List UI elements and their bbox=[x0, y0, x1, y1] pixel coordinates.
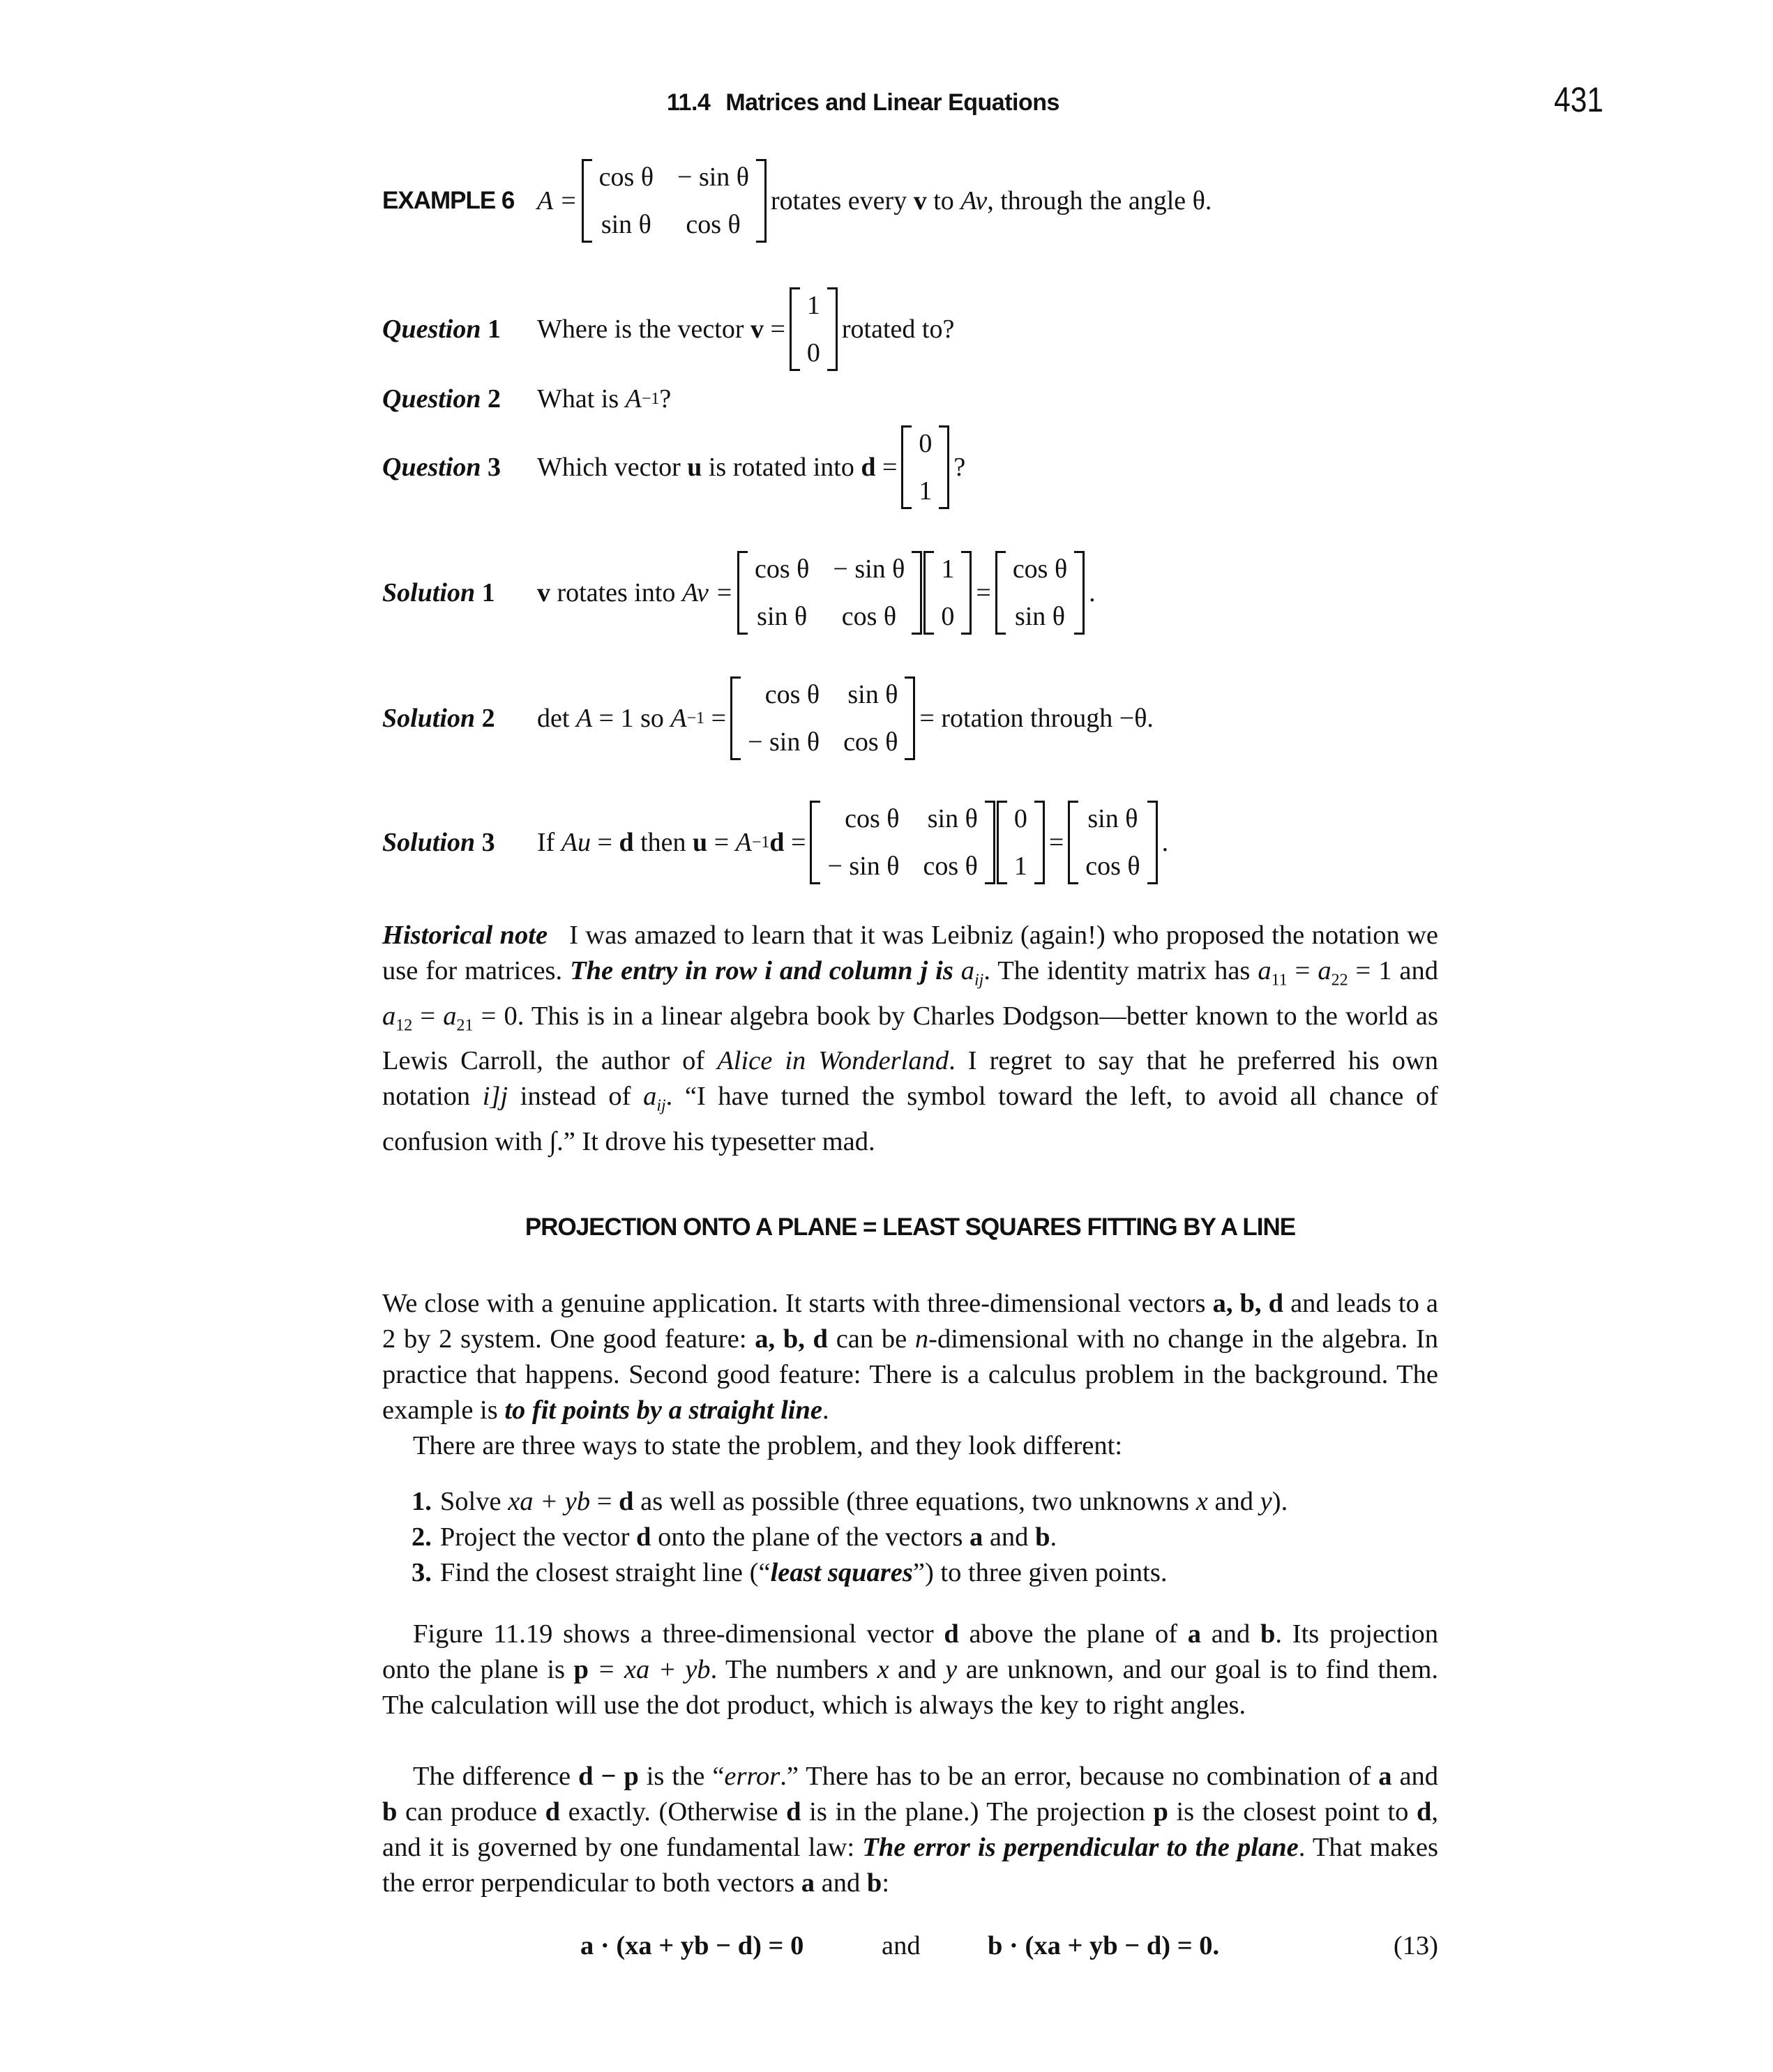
matrix-cell: cos θ bbox=[686, 210, 741, 239]
vector-name: v bbox=[750, 315, 764, 344]
vector-entry: cos θ bbox=[1085, 852, 1140, 881]
vector-entry: 0 bbox=[806, 338, 820, 368]
example-lhs: A = bbox=[537, 186, 578, 215]
matrix-cell: − sin θ bbox=[827, 852, 900, 881]
list-item: 2. Project the vector d onto the plane of the vectors a and b. bbox=[412, 1522, 1057, 1552]
list-item: 1. Solve xa + yb = d as well as possible (three equations, two unknowns x and y). bbox=[412, 1487, 1288, 1516]
rotation-matrix bbox=[737, 551, 922, 635]
example-label: EXAMPLE 6 bbox=[382, 187, 515, 214]
matrix-cell: − sin θ bbox=[833, 554, 905, 584]
inverse-matrix bbox=[730, 676, 915, 760]
vector-entry: sin θ bbox=[1014, 602, 1066, 631]
vector-entry: 1 bbox=[941, 554, 955, 584]
question-label: Question 1 bbox=[382, 315, 501, 344]
equation-number: (13) bbox=[1393, 1931, 1438, 1960]
matrix-cell: sin θ bbox=[601, 210, 651, 239]
vector-entry: 1 bbox=[1013, 852, 1027, 881]
rotation-matrix bbox=[582, 159, 767, 243]
matrix-cell: cos θ bbox=[755, 554, 810, 584]
emphasis: The error is perpendicular to the plane bbox=[862, 1833, 1299, 1862]
left-bracket bbox=[582, 159, 592, 243]
vector-v bbox=[790, 287, 838, 371]
vector-entry: sin θ bbox=[1087, 804, 1138, 833]
vector-entry: 0 bbox=[919, 429, 933, 458]
result-vector bbox=[1068, 801, 1157, 884]
equation-right: b · (xa + yb − d) = 0. bbox=[988, 1931, 1220, 1960]
solution-3: Solution 3 If Au = d then u = A −1 d = cos θ sin θ − sin θ cos θ 0 1 = sin θ cos θ . bbox=[382, 801, 1168, 884]
question-1: Question 1 Where is the vector v = 1 0 rotated to? bbox=[382, 287, 954, 371]
section-heading: PROJECTION ONTO A PLANE = LEAST SQUARES FITTING BY A LINE bbox=[525, 1213, 1296, 1241]
matrix-cell: sin θ bbox=[757, 602, 808, 631]
list-item: 3. Find the closest straight line (“least squares”) to three given points. bbox=[412, 1558, 1168, 1587]
section-title bbox=[667, 89, 1059, 116]
solution-label: Solution 3 bbox=[382, 828, 495, 857]
historical-note-label: Historical note bbox=[382, 921, 548, 950]
historical-note: Historical note I was amazed to learn that it was Leibniz (again!) who proposed the notation we use for matrices. The entry in row i and column j is $a_{ij}$. The identity matrix has $a_{11} = a_{22} = 1$ and $a_{12} = a_{21} = 0$. This is in a linear algebra book by Charles Dodgson—better known to the world as Lewis Carroll, the author of Alice in Wonderland. I regret to say that he preferred his own notation i]j instead of $a_{ij}$. “I have turned the symbol toward the left, to avoid all chance of confusion with ∫.” It drove his typesetter mad. bbox=[382, 921, 1439, 1157]
matrix-cell: cos θ bbox=[598, 162, 654, 192]
emphasis: to fit points by a straight line bbox=[504, 1396, 822, 1425]
example-6 bbox=[382, 159, 1212, 243]
question-2: Question 2 What is A −1 ? bbox=[382, 384, 672, 414]
matrix-cell: cos θ bbox=[841, 602, 897, 631]
vector-entry: 1 bbox=[806, 291, 820, 320]
vector-entry: 0 bbox=[1013, 804, 1027, 833]
intro-paragraph: We close with a genuine application. It starts with three-dimensional vectors a, b, d and leads to a 2 by 2 system. One good feature: a, b, d can be n-dimensional with no change in the algebra. In practice that happens. Second good feature: There is a calculus problem in the background. The example is to fit points by a straight line. There are three ways to state the problem, and they look different: bbox=[382, 1289, 1439, 1460]
matrix-cell: cos θ bbox=[843, 727, 898, 757]
question-label: Question 3 bbox=[382, 453, 501, 482]
page-number: 431 bbox=[1554, 80, 1604, 119]
matrix-cell: sin θ bbox=[927, 804, 978, 833]
figure-paragraph: Figure 11.19 shows a three-dimensional vector d above the plane of a and b. Its projection onto the plane is p = xa + yb. The numbers x and y are unknown, and our goal is to find them. The calculation will use the dot product, which is always the key to right angles. bbox=[382, 1619, 1439, 1720]
running-head bbox=[0, 80, 1773, 126]
vector-d bbox=[901, 425, 949, 509]
matrix-cell: cos θ bbox=[845, 804, 900, 833]
equation-and: and bbox=[882, 1931, 921, 1960]
book-title: Alice in Wonderland bbox=[717, 1046, 949, 1076]
inverse-matrix bbox=[810, 801, 995, 884]
solution-1: Solution 1 v rotates into Av = cos θ − sin θ sin θ cos θ 1 0 = cos θ sin θ . bbox=[382, 551, 1096, 635]
matrix-cell: − sin θ bbox=[748, 727, 820, 757]
section-title-text: Matrices and Linear Equations bbox=[725, 89, 1059, 116]
matrix-cell: cos θ bbox=[764, 680, 820, 709]
question-3: Question 3 Which vector u is rotated into d = 0 1 ? bbox=[382, 425, 965, 509]
matrix-cell: sin θ bbox=[847, 680, 898, 709]
vector-entry: cos θ bbox=[1012, 554, 1068, 584]
solution-label: Solution 2 bbox=[382, 704, 495, 733]
equation-left: a · (xa + yb − d) = 0 bbox=[580, 1931, 804, 1960]
vector bbox=[923, 551, 972, 635]
emphasis: The entry in row i and column j is bbox=[570, 956, 953, 985]
vector-d bbox=[997, 801, 1045, 884]
section-number: 11.4 bbox=[667, 89, 711, 116]
right-bracket bbox=[756, 159, 767, 243]
error-paragraph: The difference d − p is the “error.” There has to be an error, because no combination of a and b can produce d exactly. (Otherwise d is in the plane.) The projection p is the closest point to d, and it is governed by one fundamental law: The error is perpendicular to the plane. That makes the error perpendicular to both vectors a and b: bbox=[382, 1762, 1439, 1898]
vector-entry: 0 bbox=[941, 602, 955, 631]
vector-entry: 1 bbox=[919, 476, 933, 506]
solution-label: Solution 1 bbox=[382, 578, 495, 607]
matrix-cell: − sin θ bbox=[677, 162, 750, 192]
result-vector bbox=[995, 551, 1085, 635]
question-label: Question 2 bbox=[382, 384, 501, 414]
equation-13 bbox=[382, 1930, 1438, 1965]
example-text: rotates every v to Av, through the angle θ. bbox=[771, 186, 1212, 215]
matrix-cell: cos θ bbox=[923, 852, 978, 881]
question-text: Where is the vector bbox=[537, 315, 744, 344]
numbered-list bbox=[412, 1484, 1288, 1591]
solution-2: Solution 2 det A = 1 so A −1 = cos θ sin θ − sin θ cos θ = rotation through −θ. bbox=[382, 676, 1154, 760]
